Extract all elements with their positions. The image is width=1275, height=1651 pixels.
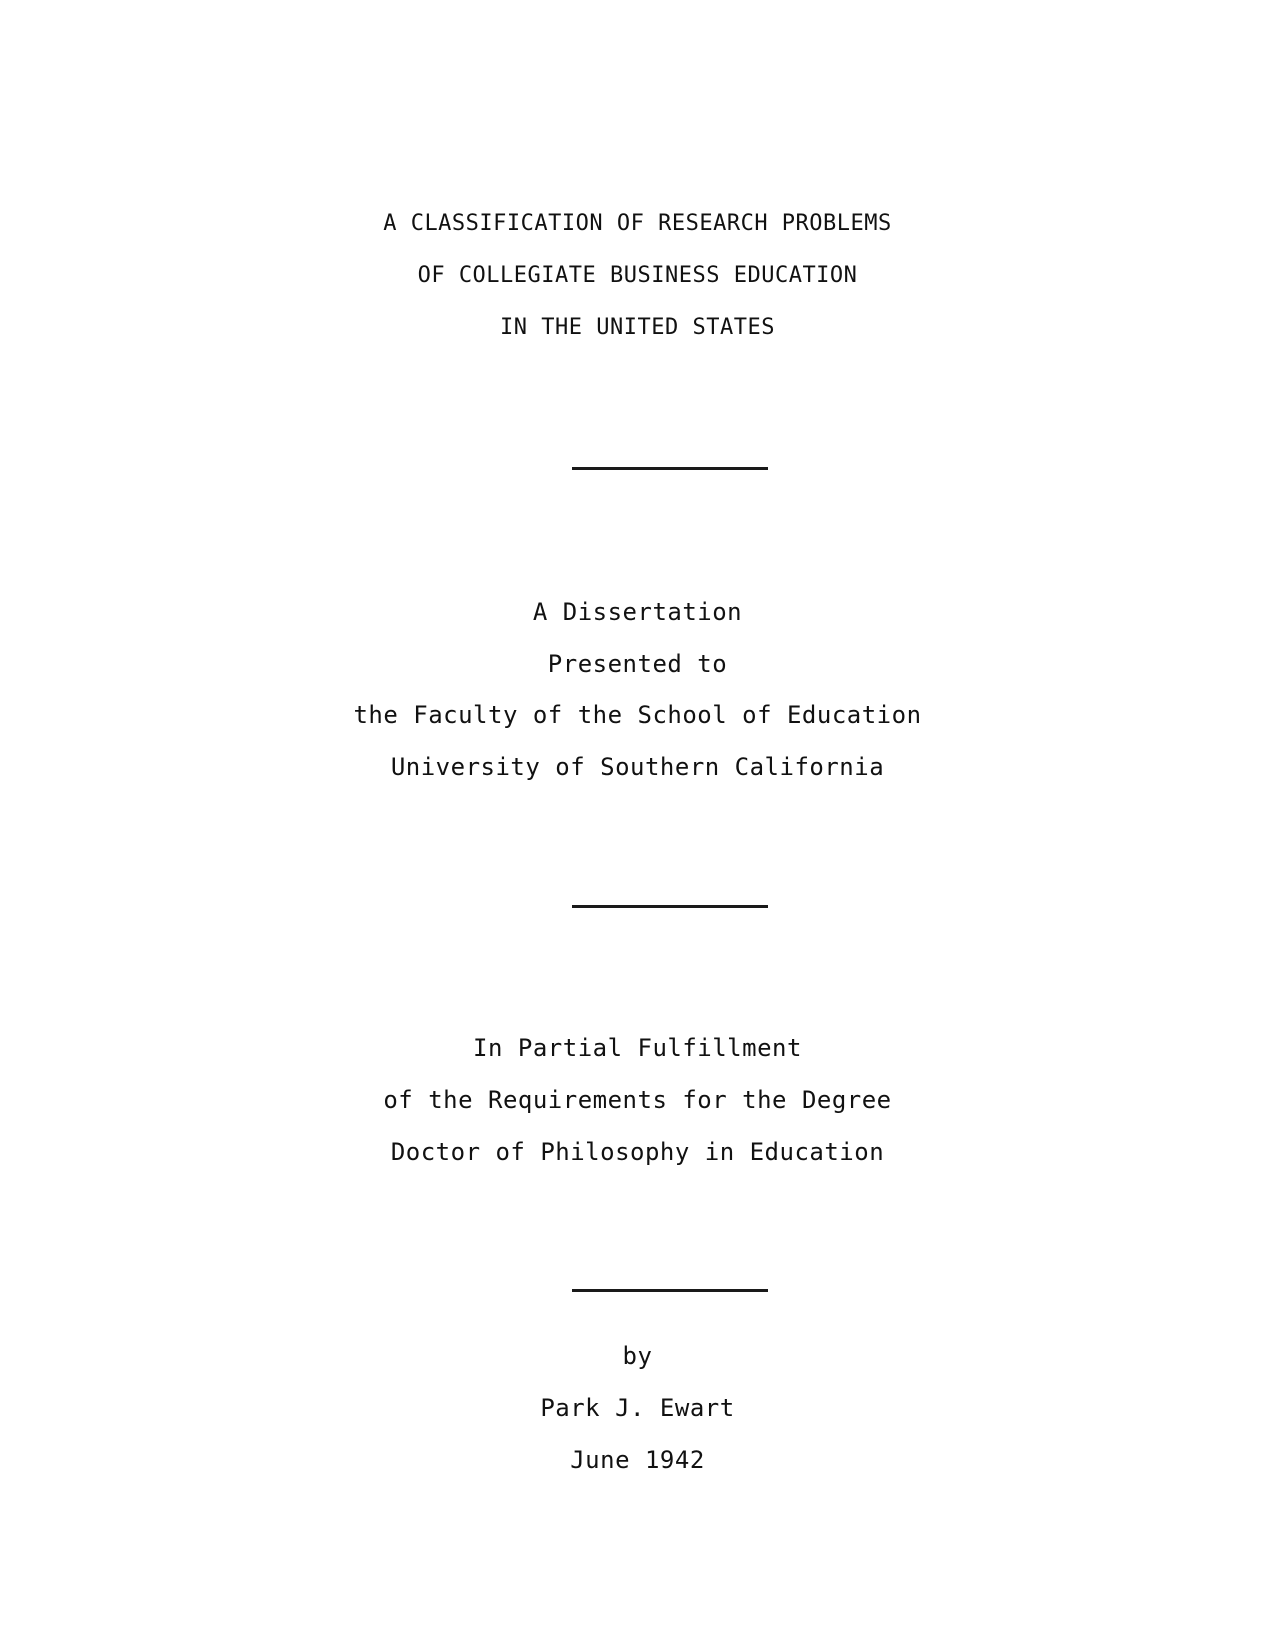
divider-rule-2 — [572, 905, 768, 908]
by-label: by — [622, 1342, 653, 1370]
title-line-3: IN THE UNITED STATES — [500, 315, 775, 340]
degree-line: Doctor of Philosophy in Education — [390, 1138, 885, 1166]
title-line-1: A CLASSIFICATION OF RESEARCH PROBLEMS — [383, 211, 892, 236]
dissertation-label: A Dissertation — [532, 598, 743, 626]
fulfillment-line-1: In Partial Fulfillment — [473, 1034, 802, 1062]
divider-rule-1 — [572, 467, 768, 470]
submission-date: June 1942 — [570, 1446, 705, 1474]
divider-rule-3 — [572, 1289, 768, 1292]
university-line: University of Southern California — [390, 753, 885, 781]
presented-to-label: Presented to — [547, 650, 728, 678]
title-line-2: OF COLLEGIATE BUSINESS EDUCATION — [417, 263, 858, 288]
author-name: Park J. Ewart — [540, 1394, 735, 1422]
fulfillment-line-2: of the Requirements for the Degree — [383, 1086, 892, 1114]
faculty-line: the Faculty of the School of Education — [353, 701, 922, 729]
